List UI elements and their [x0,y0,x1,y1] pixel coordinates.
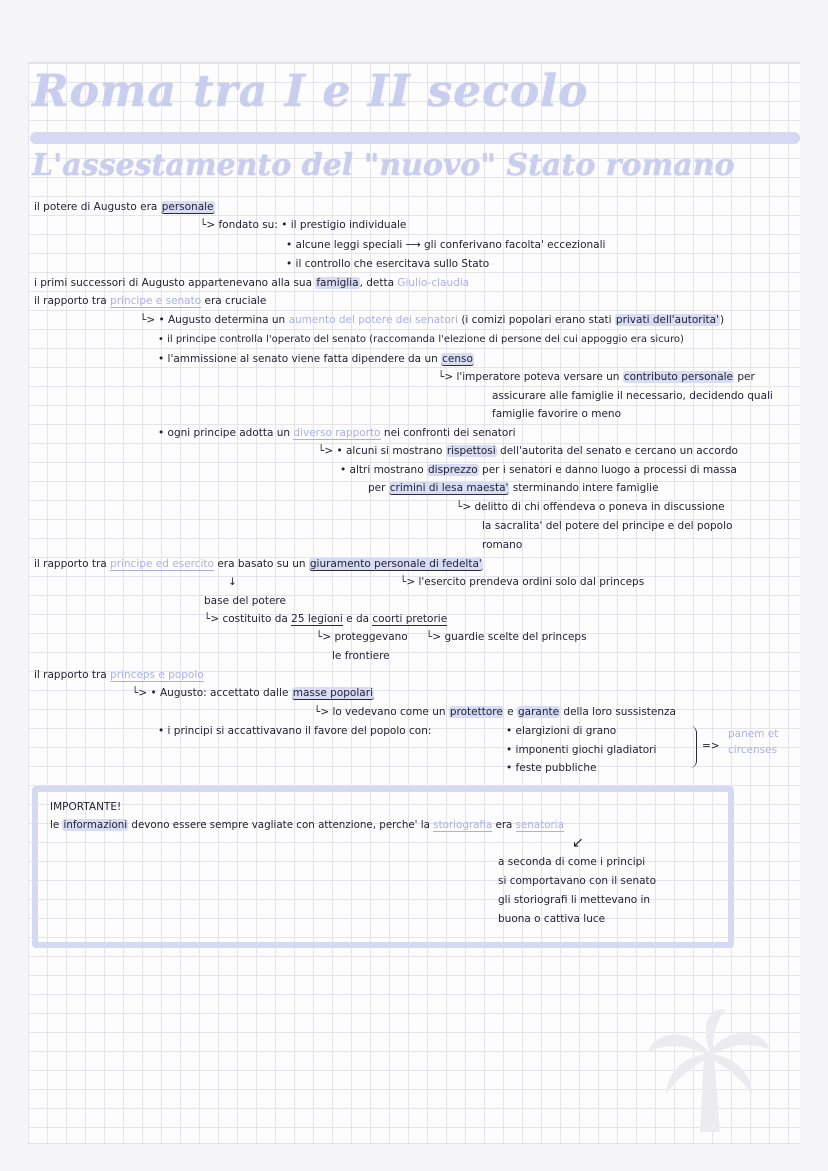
note-line: • il controllo che esercitava sullo Stato [286,258,490,270]
note-line: assicurare alle famiglie il necessario, decidendo quali [492,390,773,402]
note-line: └> l'imperatore poteva versare un contributo personale per [438,371,755,383]
note-line: └> lo vedevano come un protettore e garante della loro sussistenza [314,706,676,718]
important-heading: IMPORTANTE! [50,801,122,813]
note-line: i primi successori di Augusto appartenevano alla sua famiglia, detta Giulio-claudia [34,277,470,289]
down-arrow-icon: ↓ [228,576,237,588]
note-line: circenses [728,744,778,756]
note-line: └> costituito da 25 legioni e da coorti pretorie [204,613,448,625]
note-line: per crimini di lesa maesta' sterminando intere famiglie [368,482,659,494]
note-line: • il principe controlla l'operato del senato (raccomanda l'elezione di persone del cui appoggio era sicuro) [158,334,684,345]
note-line: base del potere [204,595,286,607]
note-line: • elargizioni di grano [506,725,617,737]
note-line: └> proteggevano [316,631,408,643]
title-underline-bar [30,132,800,144]
note-line: └> • Augusto determina un aumento del potere dei senatori (i comizi popolari erano stati privati dell'autorita') [140,314,725,326]
note-line: • altri mostrano disprezzo per i senatori e danno luogo a processi di massa [340,464,737,476]
arrow-icon: ↙ [572,835,584,851]
note-line: panem et [728,728,779,740]
note-line: • l'ammissione al senato viene fatta dipendere da un censo [158,353,473,365]
note-line: • ogni principe adotta un diverso rapporto nei confronti dei senatori [158,427,516,439]
note-line: romano [482,539,523,551]
note-line: └> guardie scelte del princeps [426,631,587,643]
important-comment: gli storiografi li mettevano in [498,894,651,906]
important-comment: si comportavano con il senato [498,875,657,887]
page-title: Roma tra I e II secolo [32,66,589,117]
note-line: il potere di Augusto era personale [34,201,214,213]
note-line: └> delitto di chi offendeva o poneva in discussione [456,501,725,513]
note-line: il rapporto tra principe e senato era cruciale [34,295,267,307]
note-line: il rapporto tra princeps e popolo [34,669,204,681]
double-arrow-icon: => [702,740,720,752]
note-line: famiglie favorire o meno [492,408,621,420]
note-line: └> • alcuni si mostrano rispettosi dell'autorita del senato e cercano un accordo [318,445,738,457]
note-line: • feste pubbliche [506,762,597,774]
bracket [690,726,697,768]
palm-tree-icon [644,1004,774,1134]
important-comment: buona o cattiva luce [498,913,606,925]
note-line: └> fondato su: • il prestigio individuale [200,219,407,231]
page-subtitle: L'assestamento del "nuovo" Stato romano [32,148,735,183]
important-line: le informazioni devono essere sempre vagliate con attenzione, perche' la storiografia era senatoria [50,819,564,831]
note-line: la sacralita' del potere del principe e del popolo [482,520,733,532]
note-line: └> • Augusto: accettato dalle masse popolari [132,687,373,699]
notebook-page [28,62,800,1144]
note-line: • alcune leggi speciali ⟶ gli conferivano facolta' eccezionali [286,239,606,251]
note-line: • i principi si accattivavano il favore del popolo con: [158,725,432,737]
note-line: le frontiere [332,650,390,662]
note-line: └> l'esercito prendeva ordini solo dal princeps [400,576,645,588]
important-comment: a seconda di come i principi [498,856,646,868]
note-line: il rapporto tra principe ed esercito era basato su un giuramento personale di fedelta' [34,558,482,570]
note-line: • imponenti giochi gladiatori [506,744,657,756]
